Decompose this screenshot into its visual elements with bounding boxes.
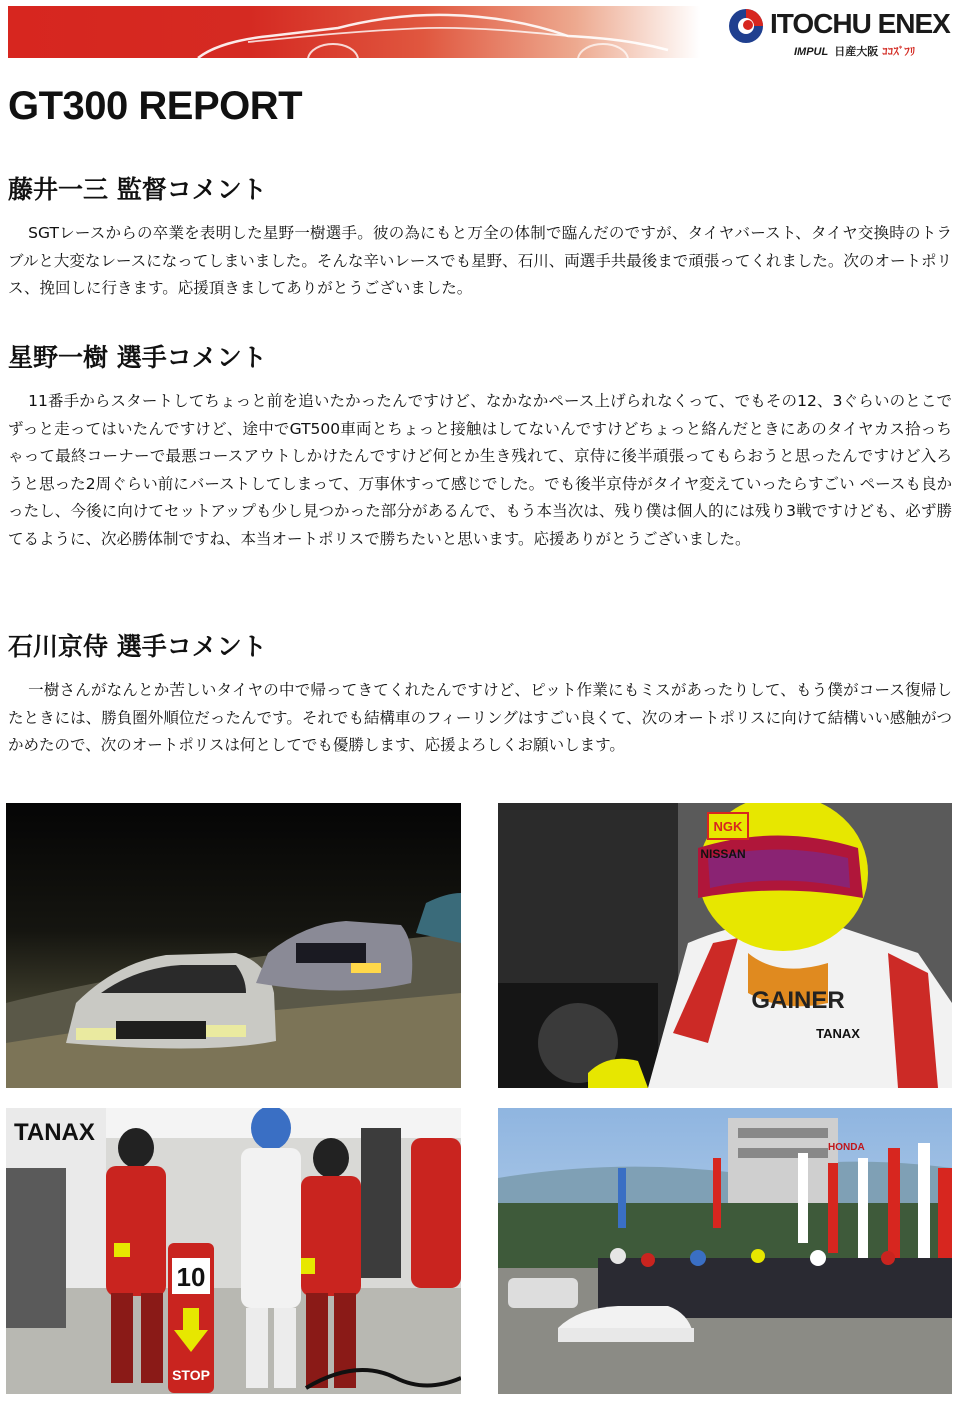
page-title: GT300 REPORT: [8, 84, 303, 128]
logo-sponsors: [794, 43, 915, 59]
nissan-helmet-label: NISSAN: [700, 847, 746, 861]
logo-name: ITOCHU ENEX: [770, 8, 950, 39]
gainer-suit-label: GAINER: [751, 987, 845, 1014]
tanax-suit-label: TANAX: [816, 1026, 860, 1041]
section-heading: 石川京侍 選手コメント: [8, 632, 267, 661]
ishikawa-comment-section: [8, 627, 952, 760]
section-body: 11番手からスタートしてちょっと前を追いたかったんですけど、なかなかペース上げられなくって、でもその12、3ぐらいのとこでずっと走ってはいたんですけど、途中でGT500車両とちょっと接触はしてないんですけどちょっと絡んだときにあのタイヤカス拾っちゃって最終コーナーで最悪コースアウトしかけたんですけど何とか生き残れて、京侍に後半頑張ってもらおうと思ったんですけど入ろうと思った2周ぐらい前にバーストしてしまって、万事休すって感じでした。でも後半京侍がタイヤ変えていったらすごい ペースも良かったし、今後に向けてセットアップも少し見つかった部分があるんで、もう本当次は、残り僕は個人的には残り3戦ですけども、必ず勝てるように、次必勝体制ですね、本当オートポリスで勝ちたいと思います。応援ありがとうございました。: [8, 392, 952, 548]
section-heading: 藤井一三 監督コメント: [8, 175, 267, 204]
car-outline-graphic: [8, 6, 700, 58]
director-comment-section: [8, 170, 952, 303]
grid-walk-photo: [498, 1108, 952, 1394]
itochu-enex-logo: [728, 6, 956, 62]
logo-sub-impul: IMPUL: [794, 46, 829, 58]
itochu-logo-mark-icon: [728, 8, 764, 44]
pit-sign-number: 10: [176, 1262, 206, 1292]
logo-sub-osaka: 日産大阪: [834, 46, 879, 58]
driver-helmet-photo: [498, 803, 952, 1088]
section-heading: 星野一樹 選手コメント: [8, 343, 267, 372]
header-banner: [8, 6, 700, 58]
section-body: SGTレースからの卒業を表明した星野一樹選手。彼の為にもと万全の体制で臨んだのですが、タイヤバースト、タイヤ交換時のトラブルと大変なレースになってしまいました。そんな辛いレースでも星野、石川、両選手共最後まで頑張ってくれました。次のオートポリス、挽回しに行きます。応援頂きましてありがとうございました。: [8, 224, 952, 297]
hoshino-comment-section: [8, 338, 952, 553]
race-cars-photo: [6, 803, 461, 1088]
section-body: 一樹さんがなんとか苦しいタイヤの中で帰ってきてくれたんですけど、ピット作業にもミスがあったりして、もう僕がコース復帰したときには、勝負圏外順位だったんです。それでも結構車のフィーリングはすごい良くて、次のオートポリスに向けて結構いい感触がつかめたので、次のオートポリスは何としてでも優勝します、応援よろしくお願いします。: [8, 681, 952, 754]
logo-sub-pri: ｺｺｽﾞﾌﾘ: [882, 46, 916, 58]
honda-sign-label: HONDA: [828, 1142, 865, 1153]
pit-sign-stop: STOP: [172, 1367, 210, 1383]
tanax-board-label: TANAX: [14, 1119, 95, 1146]
pit-crew-photo: [6, 1108, 461, 1394]
ngk-visor-label: NGK: [713, 819, 743, 834]
